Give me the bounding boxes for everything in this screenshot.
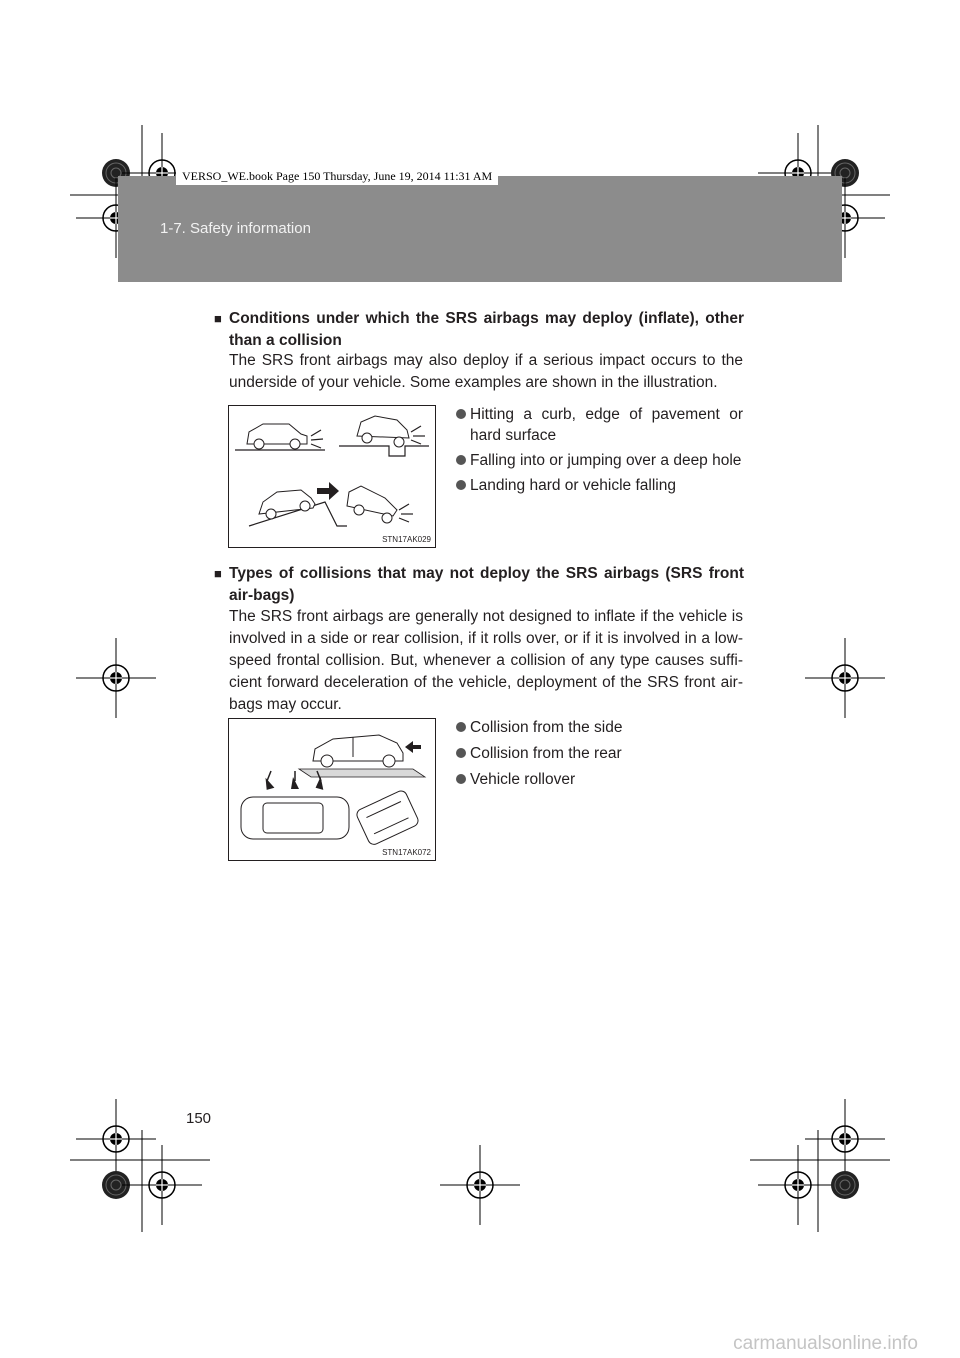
section-2-paragraph: The SRS front airbags are generally not designed to inflate if the vehicle is involved in a side or rear collision, if it rolls over, or if it is involved in a low-speed frontal collision. But, whenever a collision of any type causes suffi-cient forward deceleration of the vehicle, deployment of the SRS front air-bags may occur.: [229, 608, 743, 713]
bullet-item: [455, 717, 743, 738]
bullet-item: [455, 404, 743, 446]
bullet-text: Vehicle rollover: [470, 771, 576, 788]
section-1-heading: [214, 308, 744, 352]
bullet-dot-icon: [456, 722, 466, 732]
bullet-dot-icon: [456, 409, 466, 419]
illustration-side-rear-rollover: [229, 719, 435, 860]
figure-non-deploy-collisions: [228, 718, 436, 861]
heading-text: Conditions under which the SRS airbags may deploy (inflate), other than a collision: [229, 310, 744, 349]
section-label: 1-7. Safety information: [160, 220, 311, 237]
book-info-stamp: VERSO_WE.book Page 150 Thursday, June 19, 2014 11:31 AM: [176, 167, 498, 185]
bullet-item: [455, 769, 743, 790]
heading-marker: ■: [214, 311, 222, 326]
watermark: [0, 1330, 960, 1358]
watermark-text: carmanualsonline.info: [733, 1333, 918, 1354]
bullet-dot-icon: [456, 774, 466, 784]
heading-marker: ■: [214, 566, 222, 581]
bullet-item: [455, 743, 743, 764]
bullet-item: [455, 475, 743, 496]
section-1-paragraph: The SRS front airbags may also deploy if a serious impact occurs to the underside of your vehicle. Some examples are shown in the illustration.: [229, 352, 743, 391]
bullet-text: Falling into or jumping over a deep hole: [470, 452, 742, 469]
section-2-heading: [214, 563, 744, 607]
illustration-underside-impacts: [229, 406, 435, 547]
figure-airbag-deploy-conditions: [228, 405, 436, 548]
bullet-dot-icon: [456, 480, 466, 490]
figure-code: STN17AK029: [382, 535, 431, 544]
bullet-dot-icon: [456, 748, 466, 758]
bullet-text: Hitting a curb, edge of pavement or hard surface: [470, 406, 743, 444]
page-number: 150: [186, 1110, 212, 1127]
bullet-dot-icon: [456, 455, 466, 465]
bullet-text: Landing hard or vehicle falling: [470, 477, 676, 494]
bullet-text: Collision from the rear: [470, 745, 622, 762]
bullet-text: Collision from the side: [470, 719, 623, 736]
figure-code: STN17AK072: [382, 848, 431, 857]
bullet-item: [455, 450, 743, 471]
heading-text: Types of collisions that may not deploy the SRS airbags (SRS front air-bags): [229, 565, 744, 604]
